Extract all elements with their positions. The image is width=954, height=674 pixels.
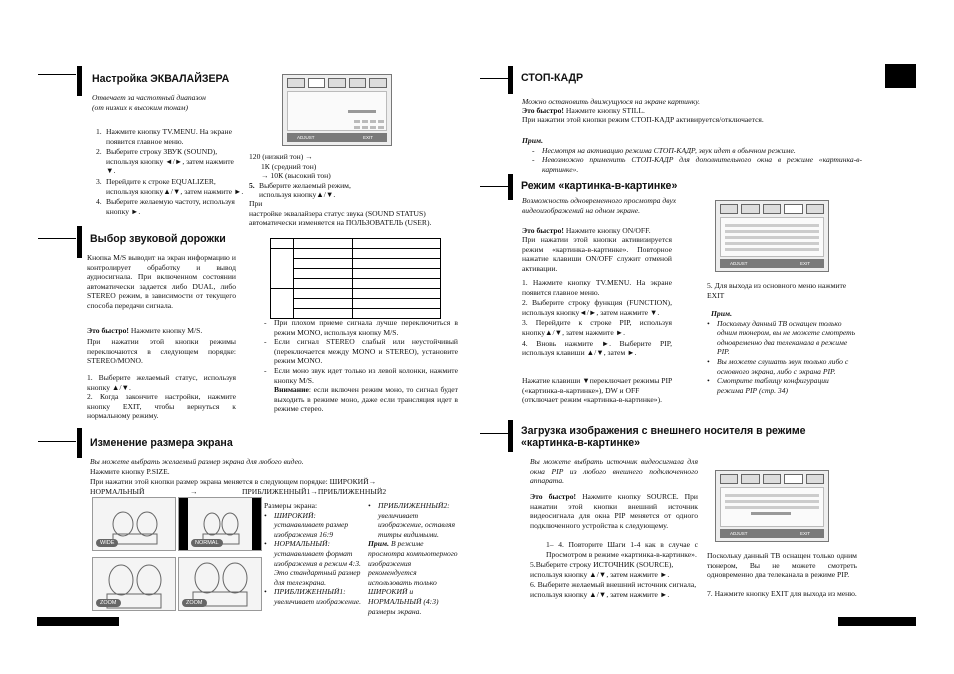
freeze-quick-desc: При нажатии этой кнопки режим СТОП-КАДР активируется/отключается.	[522, 115, 764, 124]
track-quick-desc: При нажатии этой кнопки режимы переключаются в следующем порядке: STEREO/MONO.	[87, 337, 236, 366]
section-marker	[77, 66, 82, 96]
section-rule	[38, 74, 76, 75]
source-step7: 7. Нажмите кнопку EXIT для выхода из меню.	[707, 589, 857, 598]
track-quick: Это быстро! Нажмите кнопку M/S.	[87, 326, 203, 335]
zoom2-mode-thumbnail: ZOOM	[178, 557, 262, 611]
zoom1-mode-thumbnail: ZOOM	[92, 557, 176, 611]
track-title: Выбор звуковой дорожки	[90, 233, 226, 245]
eq-title: Настройка ЭКВАЛАЙЗЕРА	[92, 73, 230, 85]
section-marker	[508, 174, 513, 200]
pip-intro: Возможность одновременного просмотра двух видеоизображений на одном экране.	[522, 196, 677, 215]
section-marker	[77, 226, 82, 258]
track-notes: - При плохом приеме сигнала лучше переключиться в режим MONO, используя кнопку M/S. - Если сигнал STEREO слабый или неустойчивый (переключается между MONO и STEREO), установите режим MONO. - Если моно звук идет только из левой колонки, нажмите кнопку M/S. Внимание: если включен режим моно, то сигнал будет выходить в режиме моно, даже если трансляция идет в режиме стерео.	[264, 318, 458, 414]
pip-switch: Нажатие клавиши ▼переключает режимы PIP («картинка-в-картинке»), DW и OFF (отключает режим «картинка-в-картинке»).	[522, 376, 672, 405]
section-marker	[508, 66, 513, 94]
section-rule	[480, 78, 510, 79]
freeze-title: СТОП-КАДР	[521, 72, 584, 84]
track-desc: Кнопка M/S выводит на экран информацию и контролирует обработку и вывод аудиосигнала. При включенном состоянии автоматически задается либо DUAL, либо STEREO режим, в зависимости от текущего способа передачи сигнала.	[87, 253, 236, 310]
pip-title: Режим «картинка-в-картинке»	[521, 180, 678, 192]
pip-notes: Прим. • Поскольку данный ТВ оснащен только одним тюнером, вы не можете смотреть одновременно два телеканала в режиме PIP. • Вы можете слушать звук только либо с основного экрана, либо с экрана PIP. • Смотрите таблицу конфигурации режима PIP (стр. 34)	[707, 309, 857, 395]
section-marker	[77, 428, 82, 458]
size-intro: Вы можете выбрать желаемый размер экрана для любого видео.	[90, 457, 304, 466]
source-menu-screen: ADJUST EXIT	[715, 470, 829, 542]
freq-lines: 120 (низкий тон) → 1К (средний тон) → 10К (высокий тон) 5. Выберите желаемый режим, используя кнопку▲/▼.	[249, 152, 351, 200]
page-footer-bar	[838, 617, 916, 626]
freeze-quick: Это быстро! Нажмите кнопку STILL.	[522, 106, 645, 115]
section-rule	[480, 186, 510, 187]
eq-steps: 1. Нажмите кнопку TV.MENU. На экране появится главное меню. 2. Выберите строку ЗВУК (SOUND), используя кнопку ◄/►, затем нажмите ▼. 3. Перейдите к строке EQUALIZER, используя кнопку▲/▼, затем нажмите ►. 4. Выберите желаемую частоту, используя кнопку ►.	[96, 127, 244, 216]
size-press: Нажмите кнопку P.SIZE.	[90, 467, 170, 476]
section-rule	[38, 441, 76, 442]
equalizer-menu-screen: ADJUST EXIT	[282, 74, 392, 146]
section-rule	[38, 238, 76, 239]
freeze-intro: Можно остановить движущуюся на экране картинку.	[522, 97, 701, 106]
sound-mode-table	[270, 238, 441, 319]
size-title: Изменение размера экрана	[90, 437, 233, 449]
normal-mode-thumbnail: NORMAL	[178, 497, 262, 551]
section-rule	[480, 433, 510, 434]
source-aside: Поскольку данный ТВ оснащен только одним тюнером, Вы не можете смотреть одновременно два телеканала в режиме PIP.	[707, 551, 857, 580]
source-title: Загрузка изображения с внешнего носителя в режиме «картинка-в-картинке»	[521, 425, 806, 449]
pip-quick: Это быстро! Нажмите кнопку ON/OFF.	[522, 226, 651, 235]
freeze-notes: Прим. - Несмотря на активацию режима СТОП-КАДР, звук идет в обычном режиме. - Невозможно применить СТОП-КАДР для дополнительного окна в режиме «картинка-в-картинке».	[522, 136, 862, 174]
track-steps: 1. Выберите желаемый статус, используя кнопку ▲/▼. 2. Когда закончите настройки, нажмите кнопку EXIT, чтобы вернуться к нормальному режиму.	[87, 373, 236, 421]
eq-note: Отвечает за частотный диапазон (от низких к высоким тонам)	[92, 93, 206, 112]
size-list-2: • ПРИБЛИЖЕННЫЙ2: увеличивает изображение, оставляя титры видимыми. Прим. В режиме просмотра компьютерного изображения рекомендуется использовать только ШИРОКИЙ и НОРМАЛЬНЫЙ (4:3) размеры экрана.	[368, 501, 458, 616]
page-footer-bar	[37, 617, 119, 626]
pip-steps: 1. Нажмите кнопку TV.MENU. На экране появится главное меню. 2. Выберите строку функция (FUNCTION), используя кнопку◄/►, затем нажмите ▼. 3. Перейдите к строке PIP, используя кнопку▲/▼, затем нажмите ►. 4. Вновь нажмите ►. Выберите PIP, используя клавиши ▲/▼, затем ►.	[522, 278, 672, 358]
pip-menu-screen: ADJUST EXIT	[715, 200, 829, 272]
section-marker	[508, 420, 513, 452]
source-intro: Вы можете выбрать источник видеосигнала для окна PIP из любого внешнего подключенного аппарата.	[530, 457, 698, 486]
wide-mode-thumbnail: WIDE	[92, 497, 176, 551]
page-tab-marker	[885, 64, 916, 88]
source-steps: 1– 4. Повторите Шаги 1-4 как в случае с Просмотром в режиме «картинка-в-картинке». 5.Выберите строку ИСТОЧНИК (SOURCE), используя кнопку ▲/▼, затем нажмите ►. 6. Выберите желаемый внешний источник сигнала, используя кнопку ▲/▼, затем нажмите ►.	[530, 540, 698, 599]
eq-footnote: При настройке эквалайзера статус звука (SOUND STATUS) автоматически изменяется на ПОЛЬЗОВАТЕЛЬ (USER).	[249, 199, 432, 228]
size-order: При нажатии этой кнопки размер экрана меняется в следующем порядке: ШИРОКИЙ→	[90, 477, 377, 486]
source-quick: Это быстро! Нажмите кнопку SOURCE. При нажатии этой кнопки внешний источник видеосигнала для окна PIP меняется от одного подключенного устройства к следующему.	[530, 492, 698, 530]
size-list: Размеры экрана: • ШИРОКИЙ: устанавливает размер изображения 16:9 • НОРМАЛЬНЫЙ: устанавливает формат изображения в режим 4:3. Это стандартный размер для телеэкрана. • ПРИБЛИЖЕННЫЙ1: увеличивает изображение.	[264, 501, 362, 607]
pip-step5: 5. Для выхода из основного меню нажмите EXIT	[707, 281, 847, 300]
size-order-2: НОРМАЛЬНЫЙ → ПРИБЛИЖЕННЫЙ1→ПРИБЛИЖЕННЫЙ2	[90, 487, 387, 496]
pip-quick-desc: При нажатии этой кнопки активизируется режим «картинка-в-картинке». Повторное нажатие клавиши ON/OFF служит отменой активации.	[522, 235, 672, 273]
